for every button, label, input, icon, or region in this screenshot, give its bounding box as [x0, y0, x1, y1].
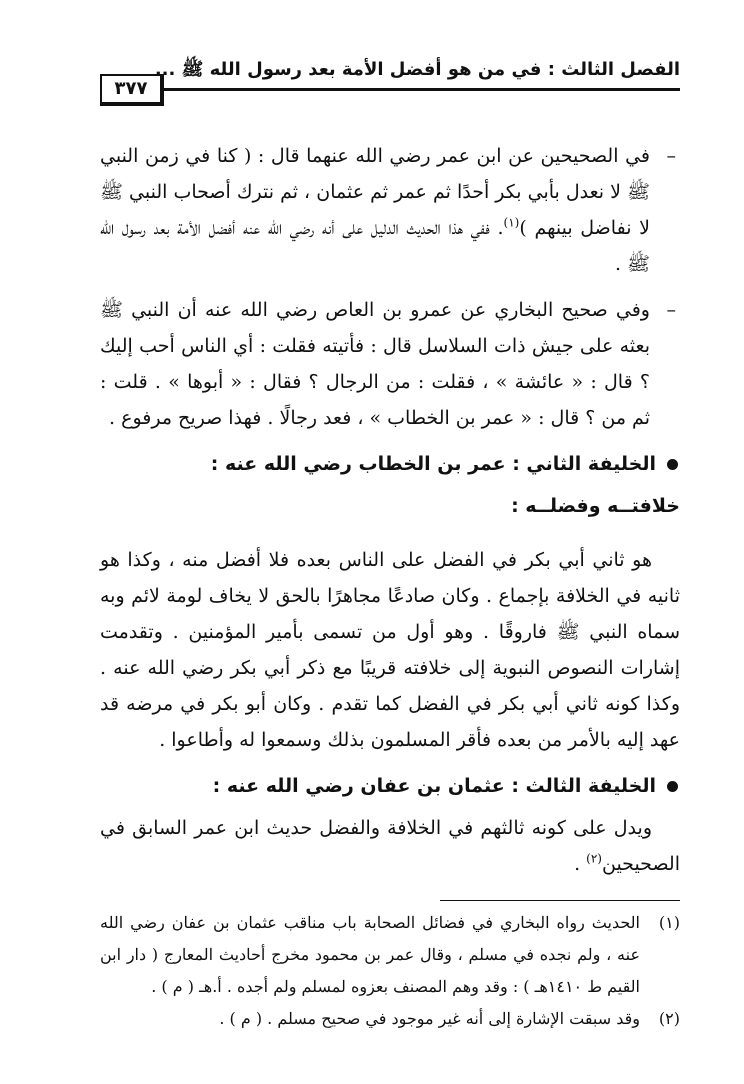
main-text	[100, 138, 680, 892]
running-header	[100, 58, 680, 106]
footnote-ref-1: (١)	[503, 215, 520, 230]
bullet-paragraph-1	[100, 138, 680, 282]
chapter-title: الفصل الثالث : في من هو أفضل الأمة بعد رسول الله ﷺ ...	[154, 59, 680, 80]
bullet-dash: –	[666, 145, 676, 167]
bullet-dash: –	[666, 299, 676, 321]
bullet-text: في الصحيحين عن ابن عمر رضي الله عنهما قال : ( كنا في زمن النبي ﷺ لا نعدل بأبي بكر أحدًا ثم عمر ثم عثمان ، ثم نترك أصحاب النبي ﷺ لا نفاضل بينهم )	[100, 145, 650, 239]
bullet-text-continued: . ففي هذا الحديث الدليل على أنه رضي الله عنه أفضل الأمة بعد رسول الله ﷺ .	[100, 217, 650, 275]
page-number: ٣٧٧	[100, 74, 164, 106]
paragraph-umar: هو ثاني أبي بكر في الفضل على الناس بعده فلا أفضل منه ، وكذا هو ثانيه في الخلافة بإجماع . وكان صادعًا مجاهرًا بالحق لا يخاف لومة لائم وبه سماه النبي ﷺ فاروقًا . وهو أول من تسمى بأمير المؤمنين . وتقدمت إشارات النصوص النبوية إلى خلافته قريبًا مع ذكر أبي بكر رضي الله عنه . وكذا كونه ثاني أبي بكر في الفضل كما تقدم . وكان أبو بكر في مرضه قد عهد إليه بالأمر من بعده فأقر المسلمون بذلك وسمعوا له وأطاعوا .	[100, 549, 680, 751]
bullet-dot-icon	[667, 781, 678, 792]
footnote-ref-2: (٢)	[586, 851, 602, 866]
footnote-1	[100, 907, 680, 1003]
header-rule	[160, 88, 680, 91]
subheading-caliphate: خلافتــه وفضلــه :	[511, 495, 680, 517]
section-heading-umar	[100, 446, 680, 482]
footnote-2	[100, 1003, 680, 1035]
footnotes	[100, 900, 680, 1035]
bullet-text: وفي صحيح البخاري عن عمرو بن العاص رضي الله عنه أن النبي ﷺ بعثه على جيش ذات السلاسل قال : فأتيته فقلت : أي الناس أحب إليك ؟ قال : « عائشة » ، فقلت : من الرجال ؟ فقال : « أبوها » . قلت : ثم من ؟ قال : « عمر بن الخطاب » ، فعد رجالًا . فهذا صريح مرفوع .	[100, 299, 650, 429]
paragraph-text: ويدل على كونه ثالثهم في الخلافة والفضل حديث ابن عمر السابق في الصحيحين	[100, 817, 680, 875]
section-heading-uthman	[100, 768, 680, 804]
bullet-paragraph-2	[100, 292, 680, 436]
footnote-rule	[440, 900, 680, 901]
bullet-dot-icon	[667, 459, 678, 470]
footnote-number: (١)	[658, 913, 680, 932]
footnote-number: (٢)	[658, 1009, 680, 1028]
footnote-text: وقد سبقت الإشارة إلى أنه غير موجود في صحيح مسلم . ( م ) .	[219, 1009, 640, 1028]
section-heading-text: الخليفة الثاني : عمر بن الخطاب رضي الله عنه :	[210, 453, 656, 475]
paragraph-uthman	[100, 810, 680, 882]
section-heading-text: الخليفة الثالث : عثمان بن عفان رضي الله عنه :	[212, 775, 656, 797]
footnote-text: الحديث رواه البخاري في فضائل الصحابة باب مناقب عثمان بن عفان رضي الله عنه ، ولم نجده في مسلم ، وقال عمر بن محمود مخرج أحاديث المعارج ( دار ابن القيم ط ١٤١٠هـ ) : وقد وهم المصنف بعزوه لمسلم ولم أجده . أ.هـ ( م ) .	[100, 913, 640, 996]
paragraph-text-end: .	[574, 853, 587, 875]
